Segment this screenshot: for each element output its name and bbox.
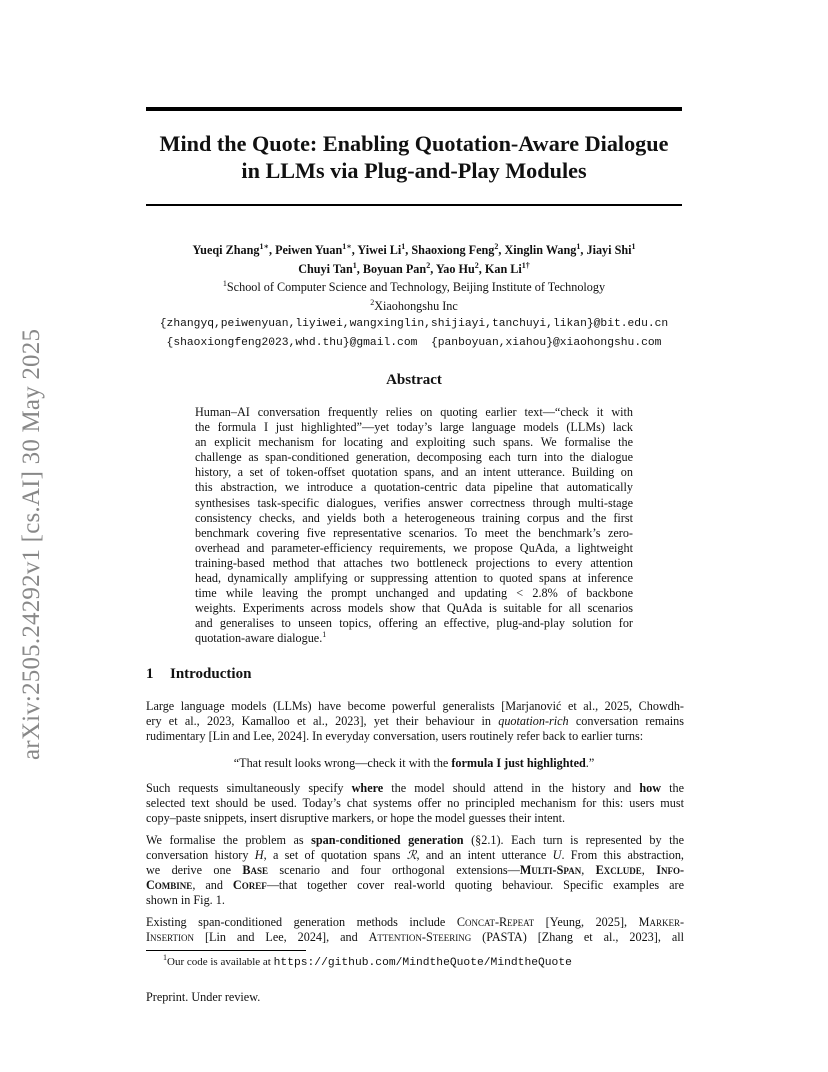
paragraph-line — [146, 714, 684, 729]
footnote-mark: 1 — [322, 630, 327, 640]
affiliation-mark: 1 — [222, 279, 227, 289]
paragraph-line — [146, 848, 684, 863]
scenario-name: Combine — [146, 878, 193, 893]
footnote-rule — [146, 950, 306, 951]
code-url-link[interactable]: https://github.com/MindtheQuote/MindtheQuote — [273, 957, 572, 969]
author-mark: 2 — [494, 242, 499, 251]
abstract-line: Human–AI conversation frequently relies on quoting earlier text—“check it with — [195, 405, 633, 419]
method-name: Marker- — [638, 915, 685, 929]
author-mark: 1 — [352, 260, 357, 270]
line-text: we derive one — [146, 863, 243, 878]
abstract-line: time while leaving the prompt unchanged and updating < 2.8% of backbone — [195, 586, 633, 601]
intro-paragraph-4 — [146, 915, 684, 945]
abstract-line: overhead and parameter-efficiency requirements, we propose QuAda, a lightweight — [195, 540, 633, 555]
affiliation-text: School of Computer Science and Technology, Beijing Institute of Technology — [226, 280, 606, 295]
math-symbol: U — [552, 848, 562, 863]
abstract-heading: Abstract — [386, 372, 442, 388]
scenario-name: Coref — [232, 878, 267, 893]
scenario-name: Multi-Span — [519, 863, 582, 878]
line-text: (§2.1). Each turn is represented by the — [463, 833, 684, 847]
email-line-2 — [110, 334, 718, 353]
math-symbol: ℛ — [406, 848, 417, 863]
paragraph-line — [146, 781, 684, 796]
author-name: , Shaoxiong Feng — [405, 243, 495, 257]
line-text: the — [661, 781, 684, 795]
author-mark: 2 — [426, 260, 431, 270]
author-name: , Jiayi Shi — [580, 243, 632, 257]
line-text: the model should attend in the history and — [383, 781, 640, 795]
author-name: Yueqi Zhang — [192, 243, 260, 257]
paragraph-line — [146, 915, 684, 930]
line-text: [Lin and Lee, 2024], and — [194, 930, 369, 945]
line-text: [Yeung, 2025], — [534, 915, 639, 929]
method-name: Concat-Repeat — [456, 915, 535, 929]
abstract-line: the formula I just highlighted”—yet today’s large language models (LLMs) lack — [195, 420, 633, 435]
abstract-line: history, a set of token-offset quotation spans, and an intent utterance. Building on — [195, 465, 633, 480]
abstract-line: synthesises task-specific dialogues, verifies answer correctness through multi-stage — [195, 495, 633, 510]
abstract-line: training-based method that attaches two bottleneck projections to every attention — [195, 555, 633, 570]
abstract-line: quotation-aware dialogue. — [195, 631, 323, 646]
author-mark: 1∗ — [259, 242, 269, 251]
author-name: , Yiwei Li — [351, 243, 402, 257]
line-text: conversation history — [146, 848, 255, 863]
paragraph-line — [146, 863, 684, 878]
line-text: ery et al., 2023, Kamalloo et al., 2023], yet their behaviour in — [146, 714, 499, 729]
bold-text: span-conditioned generation — [311, 833, 464, 847]
author-block — [110, 241, 718, 353]
author-mark: 1 — [576, 242, 581, 251]
abstract-line-last — [195, 631, 633, 646]
title-bottom-rule — [146, 204, 682, 206]
author-name: , Xinglin Wang — [498, 243, 577, 257]
line-text: , a set of quotation spans — [263, 848, 407, 863]
method-name: Insertion — [146, 930, 195, 945]
method-name: Attention-Steering — [368, 930, 472, 945]
quote-text: “That result looks wrong—check it with the — [233, 756, 452, 770]
example-quote — [146, 756, 682, 771]
scenario-name: Exclude — [595, 863, 642, 878]
author-mark: 1∗ — [342, 242, 352, 251]
paragraph-line — [146, 833, 684, 848]
bold-text: how — [639, 781, 662, 795]
affiliation-2 — [110, 297, 718, 316]
paragraph-line: copy–paste snippets, insert disruptive markers, or hope the model guesses their intent. — [146, 811, 566, 826]
abstract-line: this abstraction, we introduce a quotation-centric data pipeline that automatically — [195, 480, 633, 495]
author-name: , Peiwen Yuan — [268, 243, 343, 257]
abstract-body — [195, 405, 633, 647]
author-mark: 2 — [474, 260, 479, 270]
author-name: , Boyuan Pan — [356, 261, 427, 276]
intro-paragraph-3 — [146, 833, 684, 908]
preprint-notice: Preprint. Under review. — [146, 990, 261, 1004]
title-top-rule — [146, 107, 682, 111]
line-text: . From this abstraction, — [561, 848, 684, 863]
quote-text: .” — [585, 756, 595, 770]
paragraph-line: shown in Fig. 1. — [146, 893, 225, 908]
line-text: , and an intent utterance — [416, 848, 553, 863]
title-line-2: in LLMs via Plug-and-Play Modules — [241, 157, 587, 183]
math-symbol: H — [254, 848, 264, 863]
emphasis-text: quotation-rich — [498, 714, 569, 729]
footnote — [163, 953, 572, 969]
abstract-line: an explicit mechanism for locating and exploiting such spans. We formalise the — [195, 435, 633, 450]
abstract-line: benchmark covering five representative scenarios. To meet the benchmark’s zero- — [195, 525, 633, 540]
intro-paragraph-1 — [146, 699, 684, 744]
line-text: Existing span-conditioned generation methods include — [146, 915, 457, 929]
footnote-text: Our code is available at — [167, 956, 274, 968]
author-name: , Yao Hu — [430, 261, 475, 276]
line-text: , — [641, 863, 657, 878]
author-mark: 1 — [631, 242, 636, 251]
affiliation-text: Xiaohongshu Inc — [374, 298, 458, 313]
line-text: conversation remains — [568, 714, 684, 729]
line-text: (PASTA) [Zhang et al., 2023], all — [471, 930, 685, 945]
email-xiaohongshu: {panboyuan,xiahou}@xiaohongshu.com — [430, 336, 662, 349]
title-line-1: Mind the Quote: Enabling Quotation-Aware Dialogue — [159, 131, 669, 156]
author-line-1 — [110, 241, 718, 260]
section-number: 1 — [146, 666, 154, 682]
affiliation-1 — [110, 278, 718, 297]
affiliation-mark: 2 — [370, 297, 375, 307]
line-text: scenario and four orthogonal extensions— — [268, 863, 520, 878]
paragraph-line: rudimentary [Lin and Lee, 2024]. In everyday conversation, users routinely refer back to earlier turns: — [146, 729, 644, 744]
abstract-line: head, dynamically amplifying or suppressing attention to quoted spans at inference — [195, 571, 633, 586]
section-heading-introduction — [146, 666, 251, 683]
author-mark: 1† — [521, 260, 530, 270]
line-text: , and — [192, 878, 233, 893]
paper-title — [146, 131, 682, 184]
email-gmail: {shaoxiongfeng2023,whd.thu}@gmail.com — [166, 336, 418, 349]
author-mark: 1 — [401, 242, 406, 251]
paragraph-line — [146, 930, 684, 945]
quote-bold-text: formula I just highlighted — [451, 756, 586, 770]
intro-paragraph-2 — [146, 781, 684, 826]
abstract-line: weights. Experiments across models show that QuAda is suitable for all scenarios — [195, 601, 633, 616]
abstract-line: consistency checks, and yields both a heterogeneous training corpus and the first — [195, 510, 633, 525]
line-text: —that together cover real-world quoting behaviour. Specific examples are — [266, 878, 684, 893]
footnote-number: 1 — [163, 953, 167, 962]
scenario-name: Info- — [656, 863, 685, 878]
paragraph-line: Large language models (LLMs) have become powerful generalists [Marjanović et al., 2025, Chowdh- — [146, 699, 684, 713]
abstract-line: and generalises to unseen topics, offering an effective, plug-and-play solution for — [195, 616, 633, 631]
abstract-line: challenge as span-conditioned generation, decomposing each turn into the dialogue — [195, 450, 633, 465]
line-text: Such requests simultaneously specify — [146, 781, 352, 795]
author-name: Chuyi Tan — [298, 261, 353, 276]
author-line-2 — [110, 260, 718, 279]
line-text: We formalise the problem as — [146, 833, 312, 847]
scenario-name: Base — [242, 863, 269, 878]
line-text: , — [581, 863, 596, 878]
bold-text: where — [351, 781, 384, 795]
paragraph-line — [146, 878, 684, 893]
email-line-1: {zhangyq,peiwenyuan,liyiwei,wangxinglin,shijiayi,tanchuyi,likan}@bit.edu.cn — [159, 318, 669, 331]
paragraph-line: selected text should be used. Today’s chat systems offer no principled mechanism for this: users must — [146, 796, 684, 811]
arxiv-identifier: arXiv:2505.24292v1 [cs.AI] 30 May 2025 — [18, 328, 45, 760]
section-title: Introduction — [170, 666, 252, 682]
author-name: , Kan Li — [478, 261, 522, 276]
